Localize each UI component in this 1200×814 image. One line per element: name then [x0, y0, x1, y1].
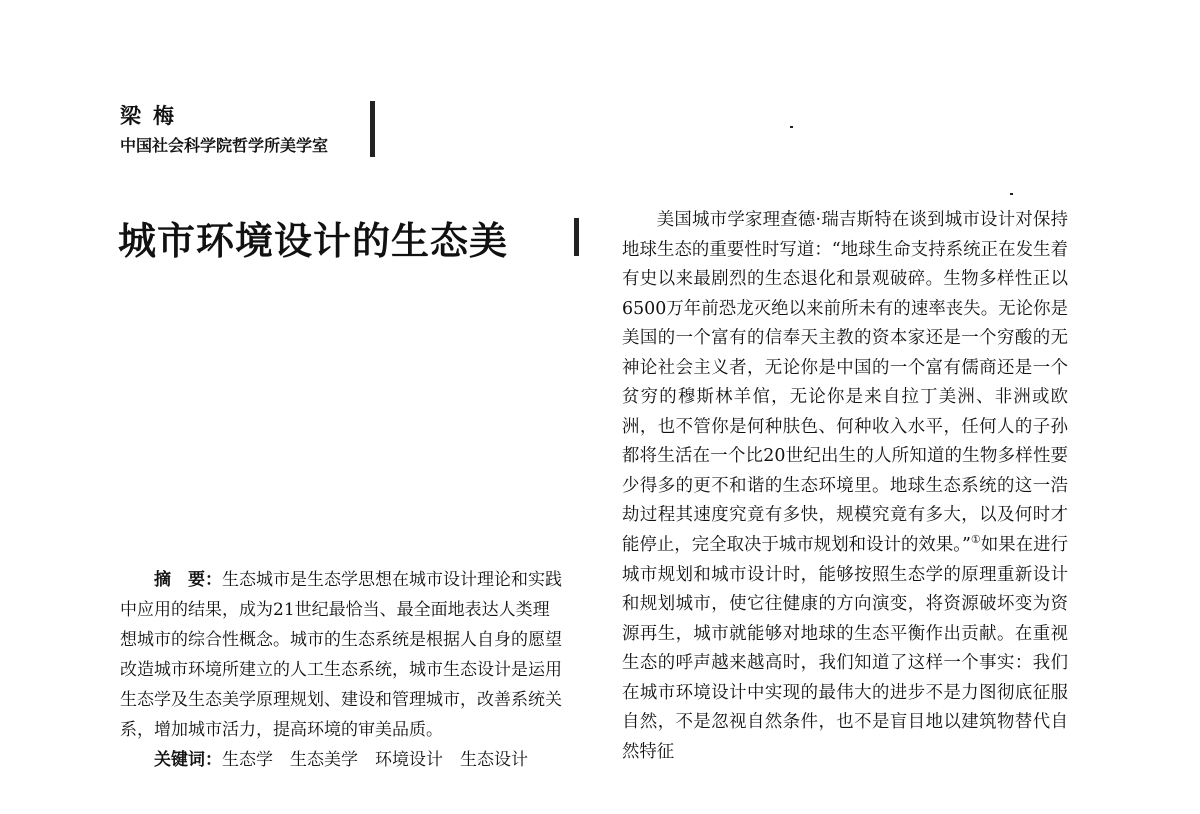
scan-mark-title [574, 218, 579, 256]
footnote-marker[interactable]: ① [970, 533, 981, 547]
author-affiliation: 中国社会科学院哲学所美学室 [120, 136, 329, 155]
body-text-part2: 如果在进行城市规划和城市设计时，能够按照生态学的原理重新设计和规划城市，使它往健康的方向演变，将资源破坏变为资源再生，城市就能够对地球的生态平衡作出贡献。在重视生态的呼声越来越高时，我们知道了这样一个事实：我们在城市环境设计中实现的最伟大的进步不是力图彻底征服自然，不是忽视自然条件，也不是盲目地以建筑物替代自然特征 [622, 535, 1068, 762]
keywords-paragraph [120, 745, 562, 775]
paper-title: 城市环境设计的生态美 [118, 219, 509, 263]
abstract-block [120, 565, 562, 775]
scan-mark-header [370, 101, 375, 157]
abstract-label: 摘 要： [154, 570, 222, 590]
keywords-text: 生态学 生态美学 环境设计 生态设计 [222, 750, 528, 770]
body-text-part1: 美国城市学家理查德·瑞吉斯特在谈到城市设计对保持地球生态的重要性时写道：“地球生命支持系统正在发生着有史以来最剧烈的生态退化和景观破碎。生物多样性正以6500万年前恐龙灭绝以来前所未有的速率丧失。无论你是美国的一个富有的信奉天主教的资本家还是一个穷酸的无神论社会主义者，无论你是中国的一个富有儒商还是一个贫穷的穆斯林羊倌，无论你是来自拉丁美洲、非洲或欧洲，也不管你是何种肤色、何种收入水平，任何人的子孙都将生活在一个比20世纪出生的人所知道的生物多样性要少得多的更不和谐的生态环境里。地球生态系统的这一浩劫过程其速度究竟有多快，规模究竟有多大，以及何时才能停止，完全取决于城市规划和设计的效果。” [622, 210, 1068, 556]
author-name: 梁梅 [120, 103, 186, 128]
scan-speck [1010, 193, 1013, 195]
scan-speck [790, 126, 793, 128]
body-paragraph [622, 206, 1068, 767]
body-text [622, 206, 1068, 767]
abstract-paragraph [120, 565, 562, 745]
abstract-text: 生态城市是生态学思想在城市设计理论和实践中应用的结果，成为21世纪最恰当、最全面地表达人类理想城市的综合性概念。城市的生态系统是根据人自身的愿望改造城市环境所建立的人工生态系统，城市生态设计是运用生态学及生态美学原理规划、建设和管理城市，改善系统关系，增加城市活力，提高环境的审美品质。 [120, 570, 562, 740]
keywords-label: 关键词： [154, 750, 222, 770]
